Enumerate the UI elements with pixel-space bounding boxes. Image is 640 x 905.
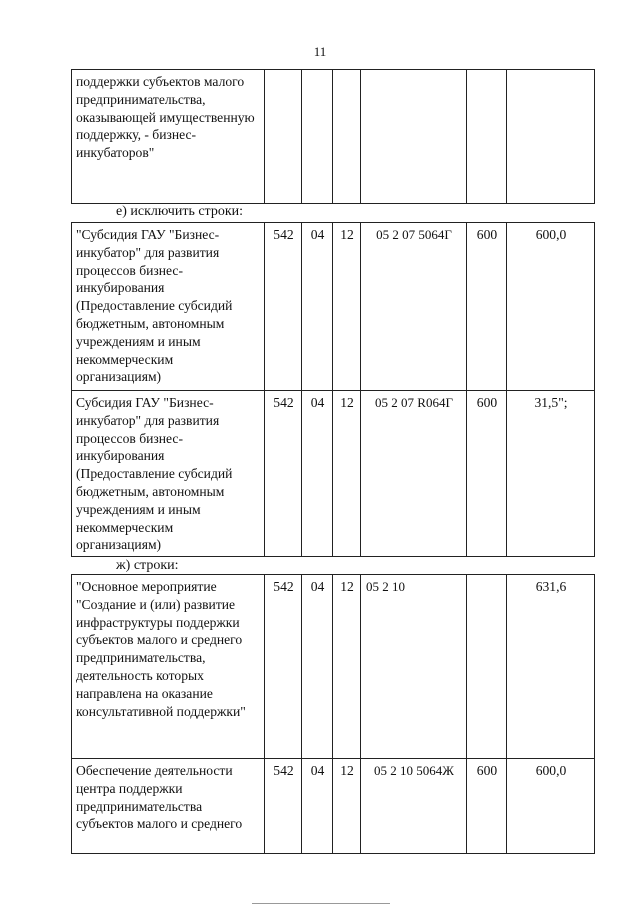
ministry-cell (265, 70, 302, 204)
excluded-rows-table (71, 222, 595, 557)
ministry-cell: 542 (265, 575, 302, 759)
amount-cell (507, 70, 595, 204)
subsection-cell: 12 (333, 759, 361, 854)
amount-cell: 600,0 (507, 759, 595, 854)
section-cell: 04 (302, 223, 333, 391)
section-cell (302, 70, 333, 204)
section-cell: 04 (302, 391, 333, 557)
target-article-cell: 05 2 07 5064Г (361, 223, 467, 391)
amount-cell: 631,6 (507, 575, 595, 759)
subsection-cell: 12 (333, 575, 361, 759)
section-e-label: е) исключить строки: (116, 204, 244, 219)
row-name-cell: поддержки субъектов малого предпринимательства, оказывающей имущественную поддержку, - бизнес-инкубаторов" (72, 70, 265, 204)
target-article-cell (361, 70, 467, 204)
rows-table (71, 574, 595, 854)
expense-type-cell: 600 (467, 759, 507, 854)
row-name-cell: Субсидия ГАУ "Бизнес-инкубатор" для развития процессов бизнес-инкубирования (Предоставление субсидий бюджетным, автономным учреждениям и иным некоммерческим организациям) (72, 391, 265, 557)
subsection-cell (333, 70, 361, 204)
subsection-cell: 12 (333, 391, 361, 557)
expense-type-cell: 600 (467, 223, 507, 391)
expense-type-cell (467, 575, 507, 759)
ministry-cell: 542 (265, 223, 302, 391)
budget-table-fragment (71, 69, 595, 204)
target-article-cell: 05 2 10 5064Ж (361, 759, 467, 854)
table-row (72, 223, 595, 391)
table-row (72, 391, 595, 557)
row-name-cell: Обеспечение деятельности центра поддержки предпринимательства субъектов малого и среднего (72, 759, 265, 854)
page-number: 11 (313, 44, 327, 59)
amount-cell: 600,0 (507, 223, 595, 391)
expense-type-cell (467, 70, 507, 204)
row-name-cell: "Основное мероприятие "Создание и (или) развитие инфраструктуры поддержки субъектов малого и среднего предпринимательства, деятельность которых направлена на оказание консультативной поддержки" (72, 575, 265, 759)
target-article-cell: 05 2 10 (361, 575, 467, 759)
table-row (72, 70, 595, 204)
target-article-cell: 05 2 07 R064Г (361, 391, 467, 557)
row-name-cell: "Субсидия ГАУ "Бизнес-инкубатор" для развития процессов бизнес-инкубирования (Предоставление субсидий бюджетным, автономным учреждениям и иным некоммерческим организациям) (72, 223, 265, 391)
ministry-cell: 542 (265, 759, 302, 854)
table-row (72, 575, 595, 759)
section-zh-label: ж) строки: (116, 558, 179, 573)
section-cell: 04 (302, 759, 333, 854)
table-row (72, 759, 595, 854)
expense-type-cell: 600 (467, 391, 507, 557)
footer-divider (252, 903, 390, 904)
ministry-cell: 542 (265, 391, 302, 557)
section-cell: 04 (302, 575, 333, 759)
amount-cell: 31,5"; (507, 391, 595, 557)
subsection-cell: 12 (333, 223, 361, 391)
